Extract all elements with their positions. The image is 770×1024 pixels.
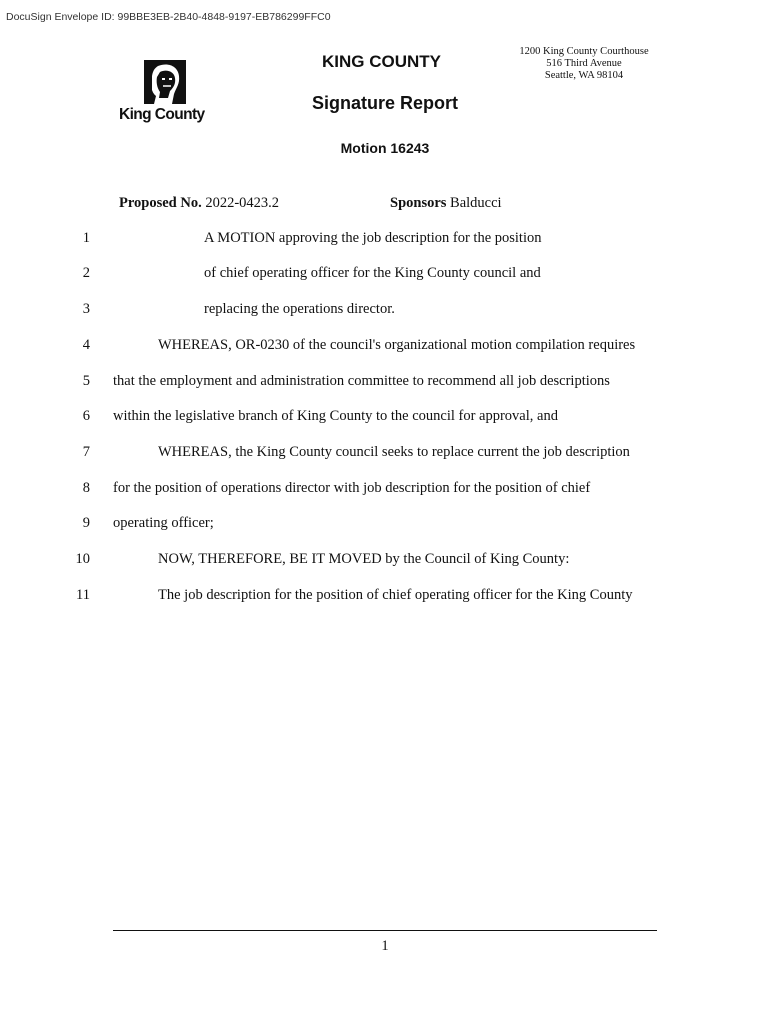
line-text: within the legislative branch of King County to the council for approval, and <box>113 408 558 424</box>
numbered-line <box>0 265 770 285</box>
numbered-line <box>0 587 770 607</box>
envelope-id: DocuSign Envelope ID: 99BBE3EB-2B40-4848-9197-EB786299FFC0 <box>6 11 331 23</box>
line-number: 11 <box>76 587 90 603</box>
line-number: 4 <box>82 337 90 353</box>
line-text: that the employment and administration committee to recommend all job descriptions <box>113 373 610 389</box>
address-block <box>504 46 664 82</box>
numbered-line <box>0 551 770 571</box>
org-title: KING COUNTY <box>322 52 441 71</box>
proposed-number <box>119 195 279 212</box>
line-text: replacing the operations director. <box>204 301 395 317</box>
numbered-line <box>0 230 770 250</box>
line-number: 2 <box>82 265 90 281</box>
line-number: 1 <box>82 230 90 246</box>
numbered-line <box>0 480 770 500</box>
line-number: 8 <box>82 480 90 496</box>
address-line: 516 Third Avenue <box>546 58 622 69</box>
line-text: A MOTION approving the job description for the position <box>204 230 542 246</box>
address-line: Seattle, WA 98104 <box>544 70 624 81</box>
page-number: 1 <box>381 938 389 954</box>
line-text: operating officer; <box>113 515 214 531</box>
line-text: The job description for the position of chief operating officer for the King County <box>158 587 633 603</box>
line-text: WHEREAS, OR-0230 of the council's organizational motion compilation requires <box>158 337 636 353</box>
numbered-line <box>0 337 770 357</box>
line-number: 9 <box>82 515 90 531</box>
report-title: Signature Report <box>311 93 458 113</box>
line-text: NOW, THEREFORE, BE IT MOVED by the Council of King County: <box>158 551 570 567</box>
address-line: 1200 King County Courthouse <box>519 46 649 57</box>
line-number: 7 <box>82 444 90 460</box>
proposed-label: Proposed No. <box>119 195 202 211</box>
numbered-line <box>0 444 770 464</box>
sponsors-value: Balducci <box>450 195 502 211</box>
line-text: for the position of operations director with job description for the position of chief <box>113 480 591 496</box>
line-text: WHEREAS, the King County council seeks to replace current the job description <box>158 444 630 460</box>
line-number: 10 <box>75 551 90 567</box>
numbered-line <box>0 301 770 321</box>
sponsors-label: Sponsors <box>390 195 447 211</box>
line-number: 3 <box>82 301 90 317</box>
proposed-value: 2022-0423.2 <box>205 195 280 211</box>
motion-title: Motion 16243 <box>340 140 430 156</box>
line-text: of chief operating officer for the King County council and <box>204 265 541 281</box>
footer-rule <box>113 930 657 931</box>
line-number: 6 <box>82 408 90 424</box>
logo-wordmark: King County <box>119 106 205 123</box>
numbered-line <box>0 515 770 535</box>
numbered-line <box>0 408 770 428</box>
line-number: 5 <box>82 373 90 389</box>
numbered-line <box>0 373 770 393</box>
sponsors <box>390 195 502 212</box>
